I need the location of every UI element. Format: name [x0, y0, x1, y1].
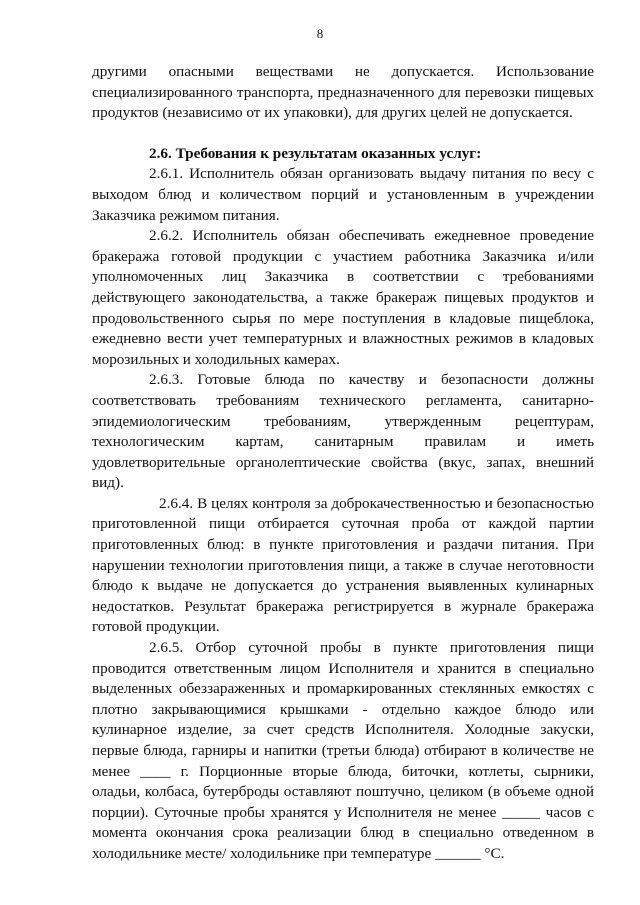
paragraph-2-6-3: 2.6.3. Готовые блюда по качеству и безопасности должны соответствовать требованиям технического регламента, санитарно-эпидемиологическим требованиям, утвержденным рецептурам, технологическим картам, санитарным правилам и иметь удовлетворительные органолептические свойства (вкус, запах, внешний вид).: [92, 371, 594, 492]
document-body: [92, 62, 594, 865]
section-heading-2-6: 2.6. Требования к результатам оказанных услуг:: [149, 144, 482, 162]
paragraph-2-6-5: 2.6.5. Отбор суточной пробы в пункте приготовления пищи проводится ответственным лицом Исполнителя и хранится в специально выделенных обеззараженных и промаркированных стеклянных емкостях с плотно закрывающимися крышками - отдельно каждое блюдо или кулинарное изделие, за счет средств Исполнителя. Холодные закуски, первые блюда, гарниры и напитки (третьи блюда) отбирают в количестве не менее ____ г. Порционные вторые блюда, биточки, котлеты, сырники, оладьи, колбаса, бутерброды оставляют поштучно, целиком (в объеме одной порции). Суточные пробы хранятся у Исполнителя не менее _____ часов с момента окончания срока реализации блюд в специально отведенном в холодильнике месте/ холодильнике при температуре ______ °С.: [92, 639, 594, 862]
paragraph-intro: другими опасными веществами не допускается. Использование специализированного транспорта, предназначенного для перевозки пищевых продуктов (независимо от их упаковки), для других целей не допускается.: [92, 63, 594, 122]
paragraph-2-6-2: 2.6.2. Исполнитель обязан обеспечивать ежедневное проведение бракеража готовой продукции с участием работника Заказчика и/или уполномоченных лиц Заказчика в соответствии с требованиями действующего законодательства, а также бракераж пищевых продуктов и продовольственного сырья по мере поступления в кладовые пищеблока, ежедневно вести учет температурных и влажностных режимов в кладовых морозильных и холодильных камерах.: [92, 227, 594, 368]
paragraph-2-6-4: 2.6.4. В целях контроля за доброкачественностью и безопасностью приготовленной пищи отбирается суточная проба от каждой партии приготовленных блюд: в пункте приготовления и раздачи питания. При нарушении технологии приготовления пищи, а также в случае неготовности блюдо к выдаче не допускается до устранения выявленных кулинарных недостатков. Результат бракеража регистрируется в журнале бракеража готовой продукции.: [92, 494, 594, 636]
paragraph-2-6-1: 2.6.1. Исполнитель обязан организовать выдачу питания по весу с выходом блюд и количеством порций и установленным в учреждении Заказчика режимом питания.: [92, 165, 594, 224]
page-number: 8: [316, 26, 324, 41]
